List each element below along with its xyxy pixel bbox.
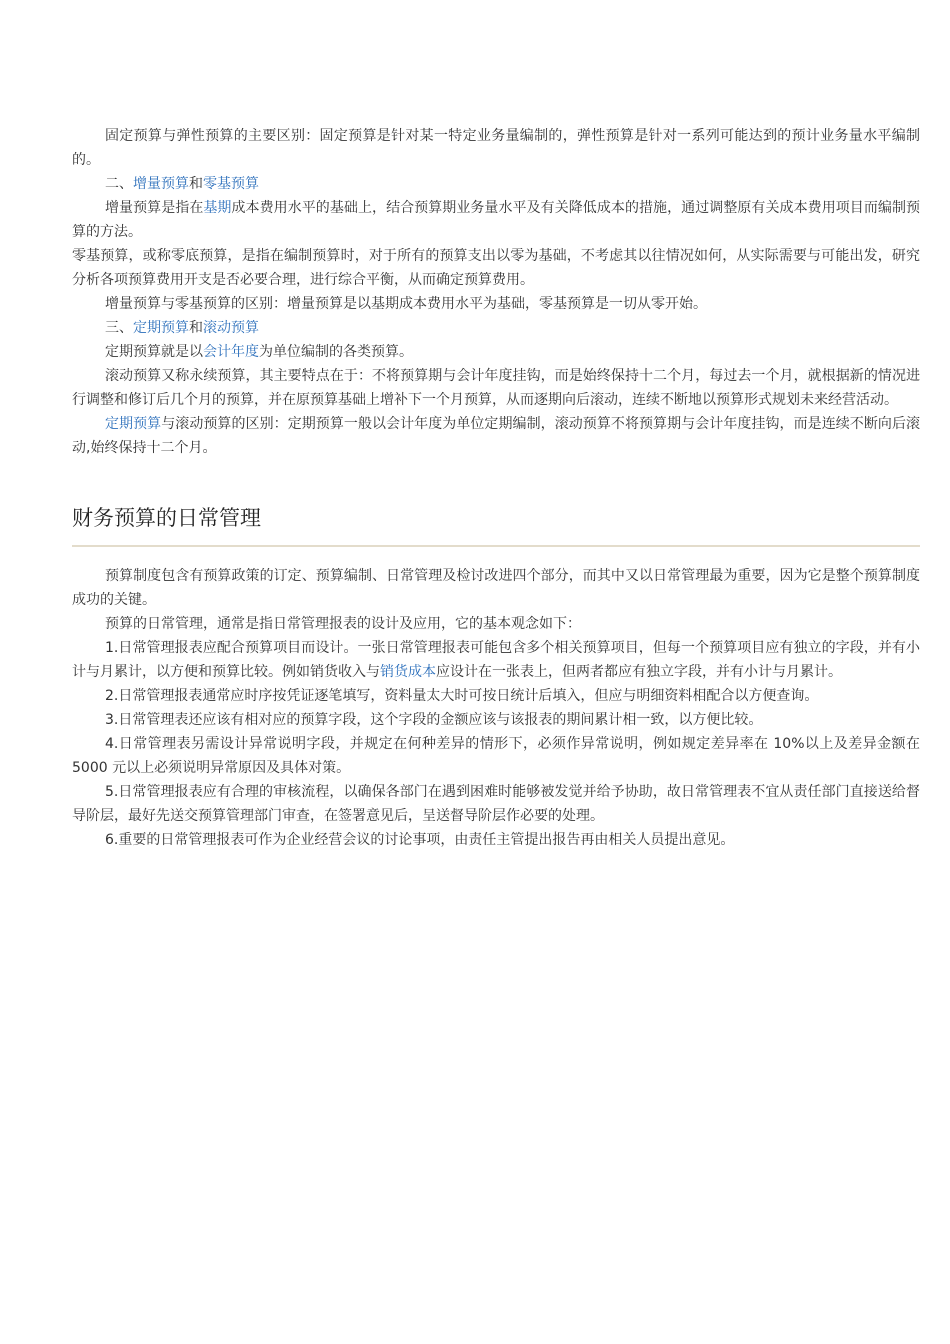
list-item-1 (72, 636, 920, 684)
paragraph-incremental-budget (72, 196, 920, 244)
text-segment: 1.日常管理报表应配合预算项目而设计。一张日常管理报表可能包含多个相关预算项目，但每一个预算项目应有独立的字段，并有小计与月累计，以方便和预算比较。例如销货收入与 (72, 640, 920, 680)
text-segment: 应设计在一张表上，但两者都应有独立字段，并有小计与月累计。 (436, 664, 842, 680)
link-incremental-budget[interactable]: 增量预算 (133, 176, 189, 192)
list-item-6: 6.重要的日常管理报表可作为企业经营会议的讨论事项，由责任主管提出报告再由相关人员提出意见。 (105, 832, 735, 848)
heading-number: 二、 (105, 176, 133, 192)
text-segment: 定期预算就是以 (105, 344, 203, 360)
text-segment: 成本费用水平的基础上，结合预算期业务量水平及有关降低成本的措施，通过调整原有关成本费用项目而编制预算的方法。 (72, 200, 921, 240)
link-periodic-budget[interactable]: 定期预算 (133, 320, 189, 336)
list-item-3: 3.日常管理表还应该有相对应的预算字段，这个字段的金额应该与该报表的期间累计相一致，以方便比较。 (105, 712, 763, 728)
section-title: 财务预算的日常管理 (72, 506, 261, 530)
paragraph-budget-system: 预算制度包含有预算政策的订定、预算编制、日常管理及检讨改进四个部分，而其中又以日常管理最为重要，因为它是整个预算制度成功的关键。 (72, 568, 920, 608)
link-zero-based-budget[interactable]: 零基预算 (203, 176, 259, 192)
section-divider (72, 545, 920, 547)
heading-connector: 和 (189, 176, 203, 192)
link-cost-of-sales[interactable]: 销货成本 (380, 664, 436, 680)
heading-periodic-rolling (72, 316, 920, 340)
link-fiscal-year[interactable]: 会计年度 (203, 344, 259, 360)
paragraph-periodic-vs-rolling (72, 412, 920, 460)
article-body (72, 124, 920, 852)
link-base-period[interactable]: 基期 (203, 200, 232, 216)
paragraph-daily-management: 预算的日常管理，通常是指日常管理报表的设计及应用，它的基本观念如下： (105, 616, 581, 632)
section-header (72, 503, 920, 547)
paragraph-periodic-budget (72, 340, 920, 364)
list-item-2: 2.日常管理报表通常应时序按凭证逐笔填写，资料量太大时可按日统计后填入，但应与明细资料相配合以方便查询。 (105, 688, 819, 704)
link-periodic-budget-2[interactable]: 定期预算 (105, 416, 162, 432)
paragraph-incremental-vs-zero: 增量预算与零基预算的区别：增量预算是以基期成本费用水平为基础，零基预算是一切从零开始。 (105, 296, 707, 312)
heading-connector: 和 (189, 320, 203, 336)
heading-incremental-zero-based (72, 172, 920, 196)
list-item-4: 4.日常管理表另需设计异常说明字段，并规定在何种差异的情形下，必须作异常说明，例如规定差异率在 10%以上及差异金额在 5000 元以上必须说明异常原因及具体对策。 (72, 736, 920, 776)
link-rolling-budget[interactable]: 滚动预算 (203, 320, 259, 336)
paragraph-rolling-budget: 滚动预算又称永续预算，其主要特点在于：不将预算期与会计年度挂钩，而是始终保持十二个月，每过去一个月，就根据新的情况进行调整和修订后几个月的预算，并在原预算基础上增补下一个月预算，从而逐期向后滚动，连续不断地以预算形式规划未来经营活动。 (72, 368, 920, 408)
paragraph-fixed-vs-flexible: 固定预算与弹性预算的主要区别：固定预算是针对某一特定业务量编制的，弹性预算是针对一系列可能达到的预计业务量水平编制的。 (72, 128, 920, 168)
text-segment: 与滚动预算的区别：定期预算一般以会计年度为单位定期编制，滚动预算不将预算期与会计年度挂钩，而是连续不断向后滚动,始终保持十二个月。 (72, 416, 921, 456)
list-item-5: 5.日常管理报表应有合理的审核流程，以确保各部门在遇到困难时能够被发觉并给予协助，故日常管理表不宜从责任部门直接送给督导阶层，最好先送交预算管理部门审查，在签署意见后，呈送督导阶层作必要的处理。 (72, 784, 920, 824)
heading-number: 三、 (105, 320, 133, 336)
paragraph-zero-based-budget: 零基预算，或称零底预算，是指在编制预算时，对于所有的预算支出以零为基础，不考虑其以往情况如何，从实际需要与可能出发，研究分析各项预算费用开支是否必要合理，进行综合平衡，从而确定预算费用。 (72, 248, 920, 288)
text-segment: 增量预算是指在 (105, 200, 204, 216)
text-segment: 为单位编制的各类预算。 (259, 344, 413, 360)
